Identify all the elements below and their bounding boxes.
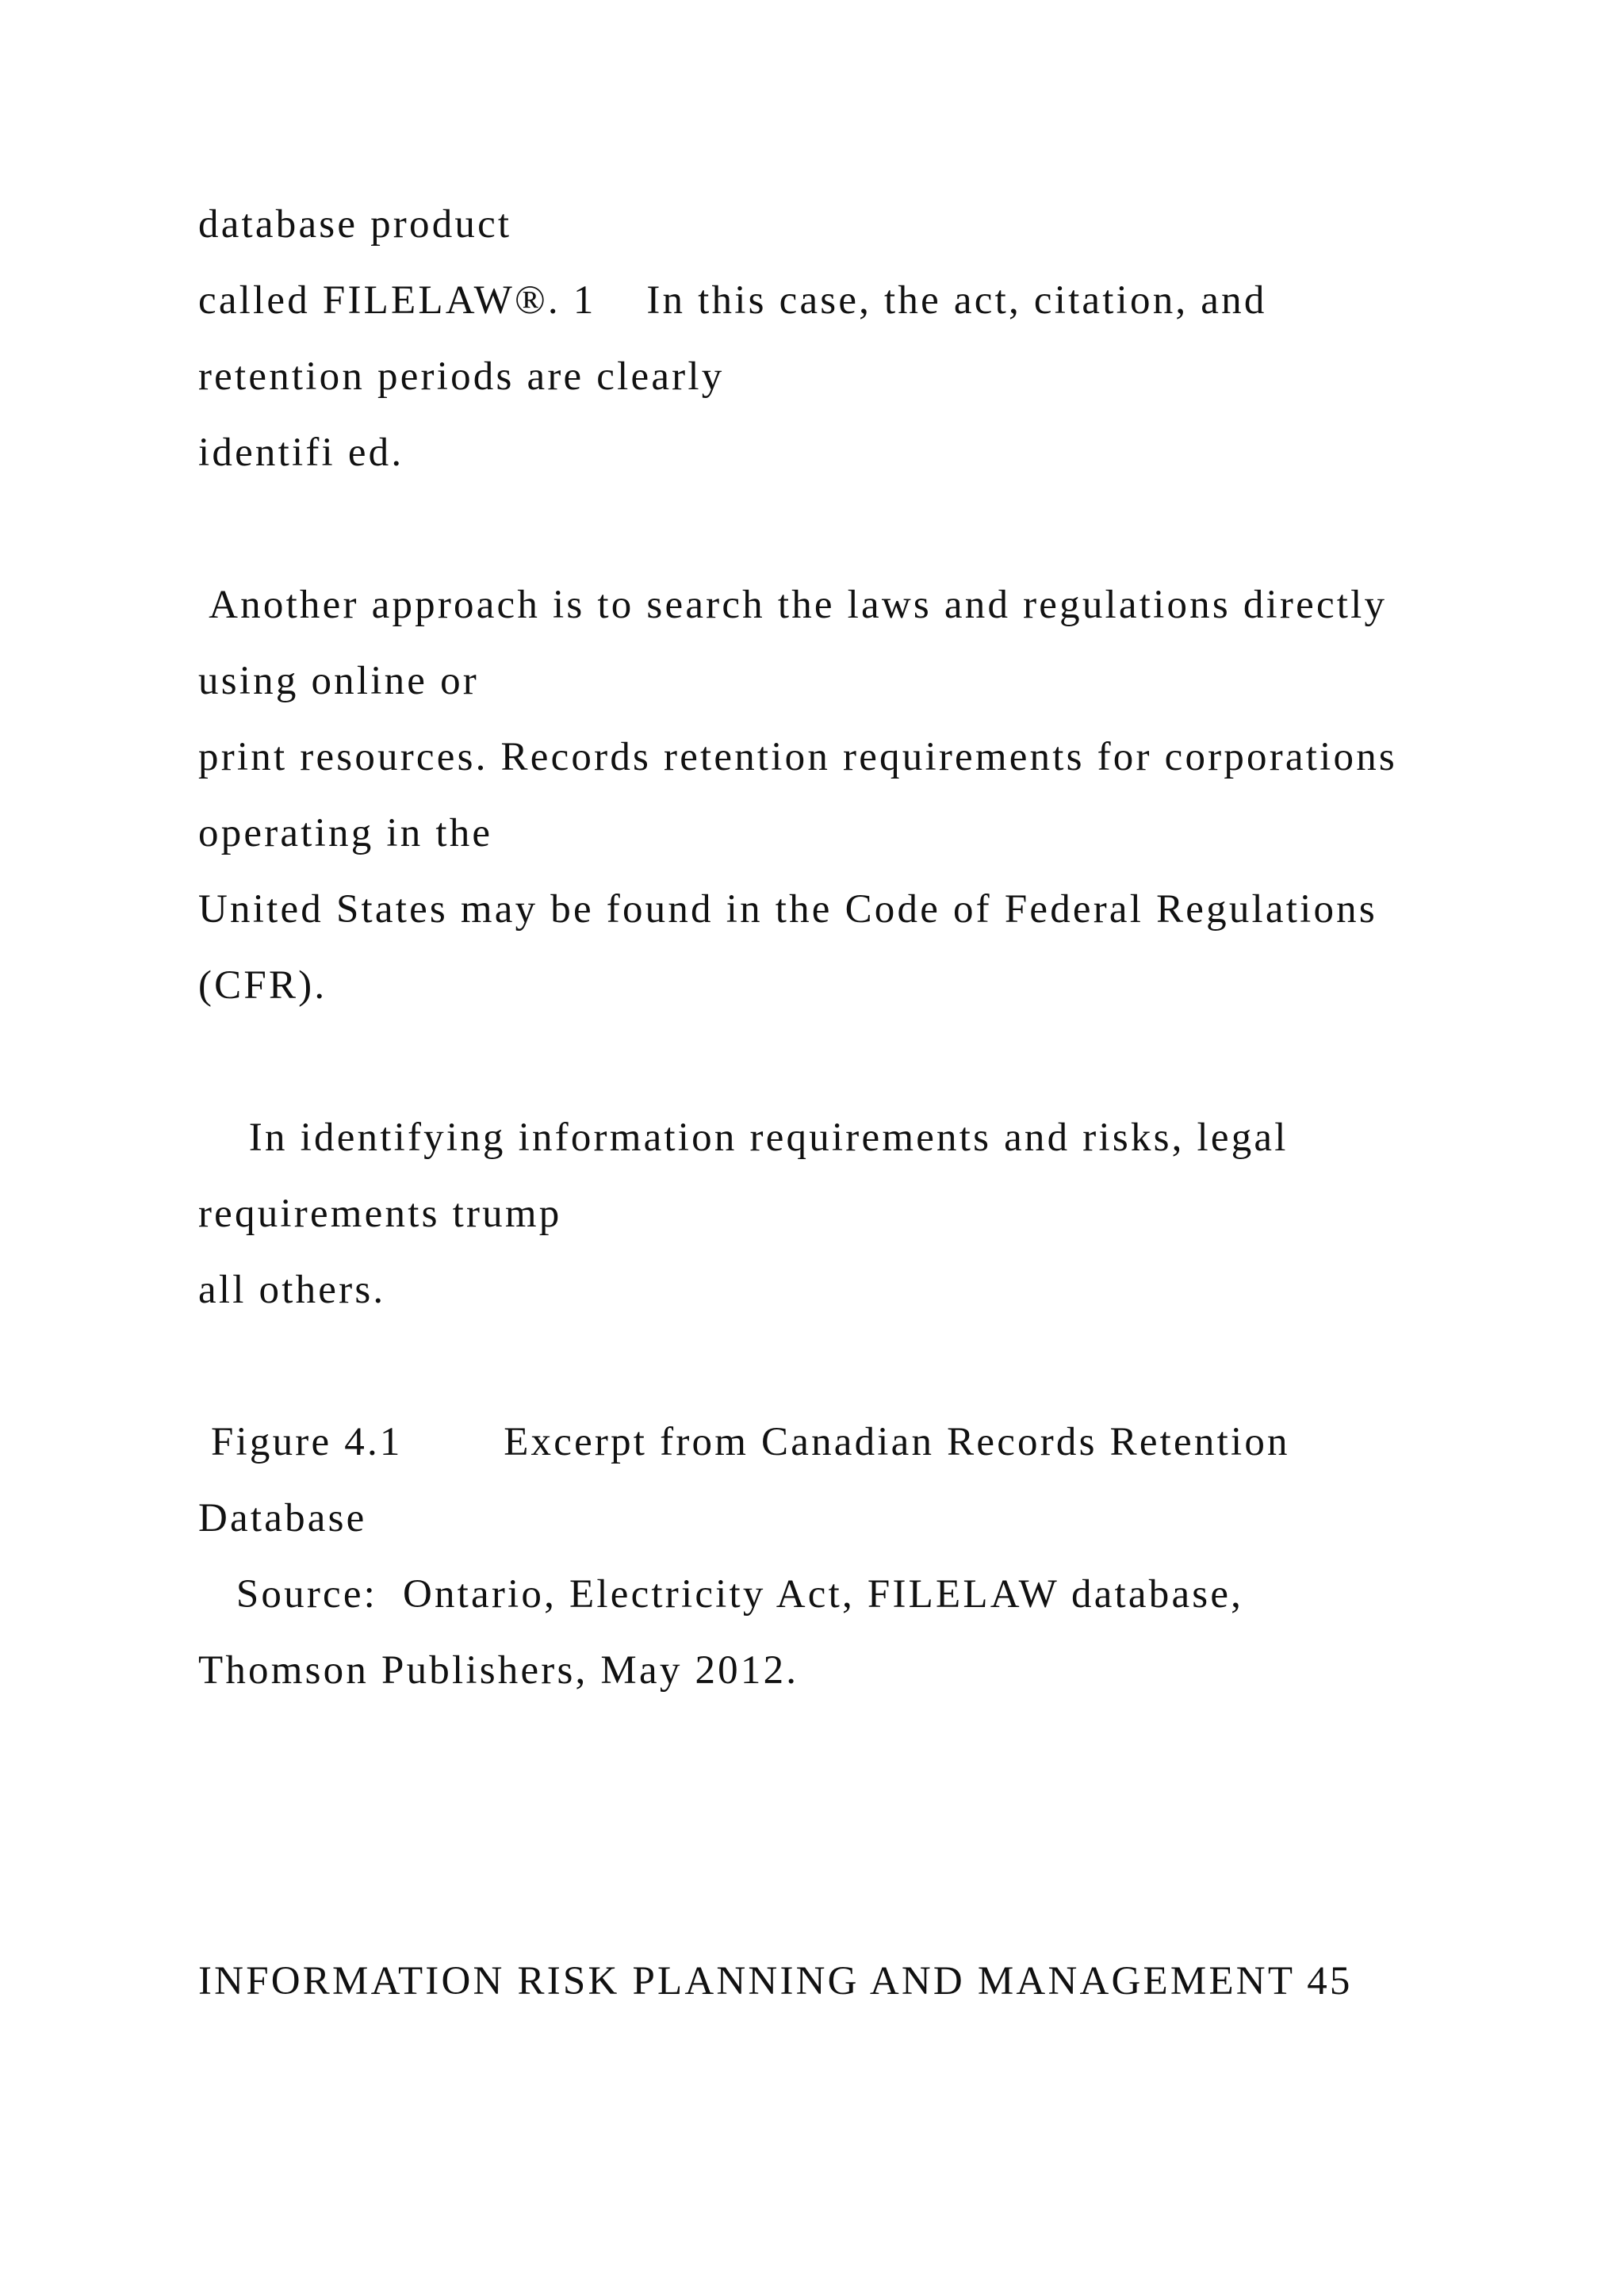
text-line: print resources. Records retention requirements for corporations <box>198 735 1397 779</box>
figure-caption: Figure 4.1 Excerpt from Canadian Records Retention <box>198 1420 1290 1464</box>
text-line: called FILELAW®. 1 In this case, the act, citation, and <box>198 278 1267 323</box>
text-line: Another approach is to search the laws and regulations directly <box>198 583 1388 627</box>
text-line: In identifying information requirements and risks, legal <box>198 1115 1289 1160</box>
figure-source: Thomson Publishers, May 2012. <box>198 1648 799 1693</box>
text-line: database product <box>198 202 512 247</box>
text-line: operating in the <box>198 811 493 855</box>
text-line: using online or <box>198 659 479 703</box>
page-footer: INFORMATION RISK PLANNING AND MANAGEMENT 45 <box>198 1959 1353 2003</box>
figure-source: Source: Ontario, Electricity Act, FILELAW database, <box>198 1572 1244 1617</box>
text-line: all others. <box>198 1268 386 1312</box>
figure-caption: Database <box>198 1496 367 1540</box>
text-line: retention periods are clearly <box>198 354 725 399</box>
text-line: requirements trump <box>198 1192 562 1236</box>
text-line: (CFR). <box>198 963 327 1008</box>
text-line: United States may be found in the Code of Federal Regulations <box>198 887 1377 932</box>
text-line: identifi ed. <box>198 430 404 475</box>
